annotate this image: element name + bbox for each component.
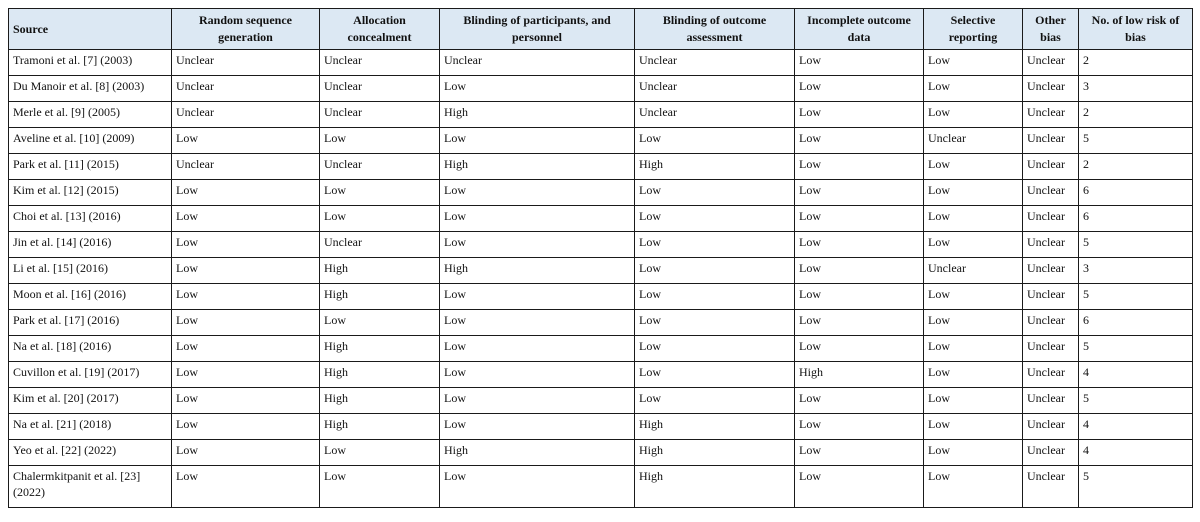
source-cell: Jin et al. [14] (2016) bbox=[9, 232, 172, 258]
risk-of-bias-table bbox=[8, 8, 1193, 508]
bias-rating-cell: High bbox=[320, 414, 440, 440]
bias-rating-cell: Unclear bbox=[635, 76, 795, 102]
table-row bbox=[9, 466, 1193, 508]
bias-rating-cell: High bbox=[440, 102, 635, 128]
bias-rating-cell: Low bbox=[320, 466, 440, 508]
bias-rating-cell: High bbox=[635, 154, 795, 180]
bias-rating-cell: Low bbox=[635, 284, 795, 310]
source-cell: Cuvillon et al. [19] (2017) bbox=[9, 362, 172, 388]
bias-rating-cell: Low bbox=[795, 102, 924, 128]
low-risk-count-cell: 4 bbox=[1079, 440, 1193, 466]
bias-rating-cell: Low bbox=[172, 310, 320, 336]
low-risk-count-cell: 5 bbox=[1079, 128, 1193, 154]
low-risk-count-cell: 4 bbox=[1079, 414, 1193, 440]
bias-rating-cell: Low bbox=[172, 440, 320, 466]
bias-rating-cell: Unclear bbox=[1023, 180, 1079, 206]
bias-rating-cell: Low bbox=[924, 336, 1023, 362]
table-body bbox=[9, 50, 1193, 508]
bias-rating-cell: High bbox=[440, 154, 635, 180]
header-blinding-participants-personnel: Blinding of participants, and personnel bbox=[440, 9, 635, 50]
bias-rating-cell: Low bbox=[440, 76, 635, 102]
header-other-bias: Other bias bbox=[1023, 9, 1079, 50]
bias-rating-cell: Low bbox=[440, 206, 635, 232]
low-risk-count-cell: 6 bbox=[1079, 206, 1193, 232]
bias-rating-cell: Low bbox=[795, 336, 924, 362]
bias-rating-cell: Unclear bbox=[172, 102, 320, 128]
bias-rating-cell: Unclear bbox=[320, 50, 440, 76]
bias-rating-cell: Low bbox=[440, 284, 635, 310]
bias-rating-cell: Low bbox=[924, 50, 1023, 76]
source-cell: Moon et al. [16] (2016) bbox=[9, 284, 172, 310]
bias-rating-cell: High bbox=[320, 388, 440, 414]
bias-rating-cell: Low bbox=[795, 206, 924, 232]
low-risk-count-cell: 5 bbox=[1079, 336, 1193, 362]
header-selective-reporting: Selective reporting bbox=[924, 9, 1023, 50]
low-risk-count-cell: 2 bbox=[1079, 102, 1193, 128]
bias-rating-cell: Low bbox=[795, 310, 924, 336]
bias-rating-cell: High bbox=[635, 466, 795, 508]
bias-rating-cell: Unclear bbox=[1023, 310, 1079, 336]
low-risk-count-cell: 4 bbox=[1079, 362, 1193, 388]
header-random-sequence-generation: Random sequence generation bbox=[172, 9, 320, 50]
bias-rating-cell: Unclear bbox=[1023, 362, 1079, 388]
bias-rating-cell: Low bbox=[635, 336, 795, 362]
bias-rating-cell: Low bbox=[440, 232, 635, 258]
low-risk-count-cell: 5 bbox=[1079, 232, 1193, 258]
bias-rating-cell: Unclear bbox=[1023, 154, 1079, 180]
low-risk-count-cell: 5 bbox=[1079, 284, 1193, 310]
bias-rating-cell: Low bbox=[924, 362, 1023, 388]
bias-rating-cell: Low bbox=[440, 128, 635, 154]
bias-rating-cell: Low bbox=[795, 128, 924, 154]
source-cell: Aveline et al. [10] (2009) bbox=[9, 128, 172, 154]
low-risk-count-cell: 5 bbox=[1079, 388, 1193, 414]
bias-rating-cell: Low bbox=[172, 128, 320, 154]
source-cell: Chalermkitpanit et al. [23] (2022) bbox=[9, 466, 172, 508]
table-row bbox=[9, 128, 1193, 154]
bias-rating-cell: Low bbox=[635, 232, 795, 258]
bias-rating-cell: Low bbox=[172, 362, 320, 388]
source-cell: Choi et al. [13] (2016) bbox=[9, 206, 172, 232]
bias-rating-cell: Unclear bbox=[924, 128, 1023, 154]
low-risk-count-cell: 3 bbox=[1079, 76, 1193, 102]
bias-rating-cell: Low bbox=[795, 388, 924, 414]
table-row bbox=[9, 310, 1193, 336]
source-cell: Park et al. [17] (2016) bbox=[9, 310, 172, 336]
bias-rating-cell: Low bbox=[440, 180, 635, 206]
bias-rating-cell: Low bbox=[924, 102, 1023, 128]
bias-rating-cell: Low bbox=[320, 180, 440, 206]
bias-rating-cell: Low bbox=[924, 232, 1023, 258]
bias-rating-cell: Unclear bbox=[1023, 284, 1079, 310]
bias-rating-cell: Low bbox=[172, 180, 320, 206]
bias-rating-cell: Low bbox=[795, 258, 924, 284]
bias-rating-cell: Low bbox=[172, 336, 320, 362]
source-cell: Yeo et al. [22] (2022) bbox=[9, 440, 172, 466]
bias-rating-cell: Low bbox=[172, 232, 320, 258]
bias-rating-cell: Low bbox=[795, 466, 924, 508]
bias-rating-cell: Low bbox=[172, 466, 320, 508]
table-row bbox=[9, 336, 1193, 362]
source-cell: Du Manoir et al. [8] (2003) bbox=[9, 76, 172, 102]
header-low-risk-count: No. of low risk of bias bbox=[1079, 9, 1193, 50]
bias-rating-cell: Low bbox=[635, 310, 795, 336]
bias-rating-cell: Unclear bbox=[635, 50, 795, 76]
table-row bbox=[9, 102, 1193, 128]
table-row bbox=[9, 258, 1193, 284]
bias-rating-cell: Unclear bbox=[1023, 466, 1079, 508]
bias-rating-cell: Low bbox=[924, 466, 1023, 508]
bias-rating-cell: Low bbox=[924, 440, 1023, 466]
bias-rating-cell: Low bbox=[795, 76, 924, 102]
bias-rating-cell: Low bbox=[924, 76, 1023, 102]
header-incomplete-outcome-data: Incomplete outcome data bbox=[795, 9, 924, 50]
low-risk-count-cell: 6 bbox=[1079, 310, 1193, 336]
bias-rating-cell: Unclear bbox=[320, 154, 440, 180]
bias-rating-cell: Low bbox=[795, 180, 924, 206]
bias-rating-cell: Low bbox=[795, 154, 924, 180]
table-row bbox=[9, 440, 1193, 466]
bias-rating-cell: Low bbox=[795, 50, 924, 76]
bias-rating-cell: Low bbox=[320, 128, 440, 154]
low-risk-count-cell: 6 bbox=[1079, 180, 1193, 206]
source-cell: Na et al. [21] (2018) bbox=[9, 414, 172, 440]
header-allocation-concealment: Allocation concealment bbox=[320, 9, 440, 50]
bias-rating-cell: Low bbox=[440, 388, 635, 414]
bias-rating-cell: Low bbox=[924, 414, 1023, 440]
bias-rating-cell: Low bbox=[172, 414, 320, 440]
bias-rating-cell: Unclear bbox=[1023, 102, 1079, 128]
table-row bbox=[9, 154, 1193, 180]
bias-rating-cell: Low bbox=[924, 310, 1023, 336]
bias-rating-cell: Unclear bbox=[1023, 258, 1079, 284]
bias-rating-cell: High bbox=[320, 284, 440, 310]
source-cell: Kim et al. [20] (2017) bbox=[9, 388, 172, 414]
low-risk-count-cell: 2 bbox=[1079, 50, 1193, 76]
bias-rating-cell: Low bbox=[635, 206, 795, 232]
bias-rating-cell: Low bbox=[440, 310, 635, 336]
bias-rating-cell: High bbox=[320, 362, 440, 388]
bias-rating-cell: Unclear bbox=[320, 76, 440, 102]
header-blinding-outcome-assessment: Blinding of outcome assessment bbox=[635, 9, 795, 50]
bias-rating-cell: Low bbox=[172, 206, 320, 232]
table-row bbox=[9, 180, 1193, 206]
bias-rating-cell: Unclear bbox=[320, 102, 440, 128]
bias-rating-cell: Low bbox=[635, 388, 795, 414]
table-row bbox=[9, 232, 1193, 258]
bias-rating-cell: Unclear bbox=[440, 50, 635, 76]
bias-rating-cell: Unclear bbox=[1023, 76, 1079, 102]
low-risk-count-cell: 2 bbox=[1079, 154, 1193, 180]
bias-rating-cell: Low bbox=[795, 440, 924, 466]
source-cell: Park et al. [11] (2015) bbox=[9, 154, 172, 180]
bias-rating-cell: Low bbox=[795, 414, 924, 440]
bias-rating-cell: High bbox=[635, 440, 795, 466]
bias-rating-cell: Low bbox=[440, 336, 635, 362]
bias-rating-cell: High bbox=[440, 440, 635, 466]
bias-rating-cell: Low bbox=[320, 310, 440, 336]
bias-rating-cell: Unclear bbox=[1023, 50, 1079, 76]
bias-rating-cell: High bbox=[795, 362, 924, 388]
bias-rating-cell: High bbox=[635, 414, 795, 440]
source-cell: Na et al. [18] (2016) bbox=[9, 336, 172, 362]
source-cell: Tramoni et al. [7] (2003) bbox=[9, 50, 172, 76]
bias-rating-cell: Unclear bbox=[1023, 414, 1079, 440]
bias-rating-cell: Unclear bbox=[1023, 440, 1079, 466]
bias-rating-cell: High bbox=[320, 258, 440, 284]
bias-rating-cell: Low bbox=[795, 232, 924, 258]
bias-rating-cell: Unclear bbox=[172, 50, 320, 76]
bias-rating-cell: Low bbox=[172, 284, 320, 310]
bias-rating-cell: Low bbox=[635, 180, 795, 206]
table-row bbox=[9, 284, 1193, 310]
bias-rating-cell: Low bbox=[924, 388, 1023, 414]
risk-of-bias-table-container bbox=[8, 8, 1192, 508]
bias-rating-cell: High bbox=[440, 258, 635, 284]
source-cell: Merle et al. [9] (2005) bbox=[9, 102, 172, 128]
bias-rating-cell: Unclear bbox=[320, 232, 440, 258]
bias-rating-cell: Low bbox=[635, 258, 795, 284]
header-row bbox=[9, 9, 1193, 50]
bias-rating-cell: Low bbox=[924, 284, 1023, 310]
table-row bbox=[9, 388, 1193, 414]
bias-rating-cell: Low bbox=[320, 206, 440, 232]
table-row bbox=[9, 206, 1193, 232]
bias-rating-cell: Low bbox=[172, 388, 320, 414]
table-row bbox=[9, 50, 1193, 76]
table-header bbox=[9, 9, 1193, 50]
bias-rating-cell: Low bbox=[440, 362, 635, 388]
bias-rating-cell: Unclear bbox=[172, 76, 320, 102]
source-cell: Li et al. [15] (2016) bbox=[9, 258, 172, 284]
source-cell: Kim et al. [12] (2015) bbox=[9, 180, 172, 206]
bias-rating-cell: Low bbox=[924, 154, 1023, 180]
table-row bbox=[9, 76, 1193, 102]
bias-rating-cell: Low bbox=[795, 284, 924, 310]
bias-rating-cell: High bbox=[320, 336, 440, 362]
bias-rating-cell: Unclear bbox=[1023, 232, 1079, 258]
bias-rating-cell: Unclear bbox=[1023, 336, 1079, 362]
bias-rating-cell: Unclear bbox=[172, 154, 320, 180]
bias-rating-cell: Unclear bbox=[1023, 388, 1079, 414]
bias-rating-cell: Low bbox=[924, 206, 1023, 232]
bias-rating-cell: Low bbox=[924, 180, 1023, 206]
bias-rating-cell: Unclear bbox=[1023, 206, 1079, 232]
bias-rating-cell: Low bbox=[320, 440, 440, 466]
bias-rating-cell: Unclear bbox=[1023, 128, 1079, 154]
bias-rating-cell: Low bbox=[635, 362, 795, 388]
bias-rating-cell: Low bbox=[440, 414, 635, 440]
bias-rating-cell: Low bbox=[172, 258, 320, 284]
low-risk-count-cell: 5 bbox=[1079, 466, 1193, 508]
table-row bbox=[9, 414, 1193, 440]
header-source: Source bbox=[9, 9, 172, 50]
bias-rating-cell: Low bbox=[440, 466, 635, 508]
table-row bbox=[9, 362, 1193, 388]
bias-rating-cell: Low bbox=[635, 128, 795, 154]
bias-rating-cell: Unclear bbox=[635, 102, 795, 128]
low-risk-count-cell: 3 bbox=[1079, 258, 1193, 284]
bias-rating-cell: Unclear bbox=[924, 258, 1023, 284]
